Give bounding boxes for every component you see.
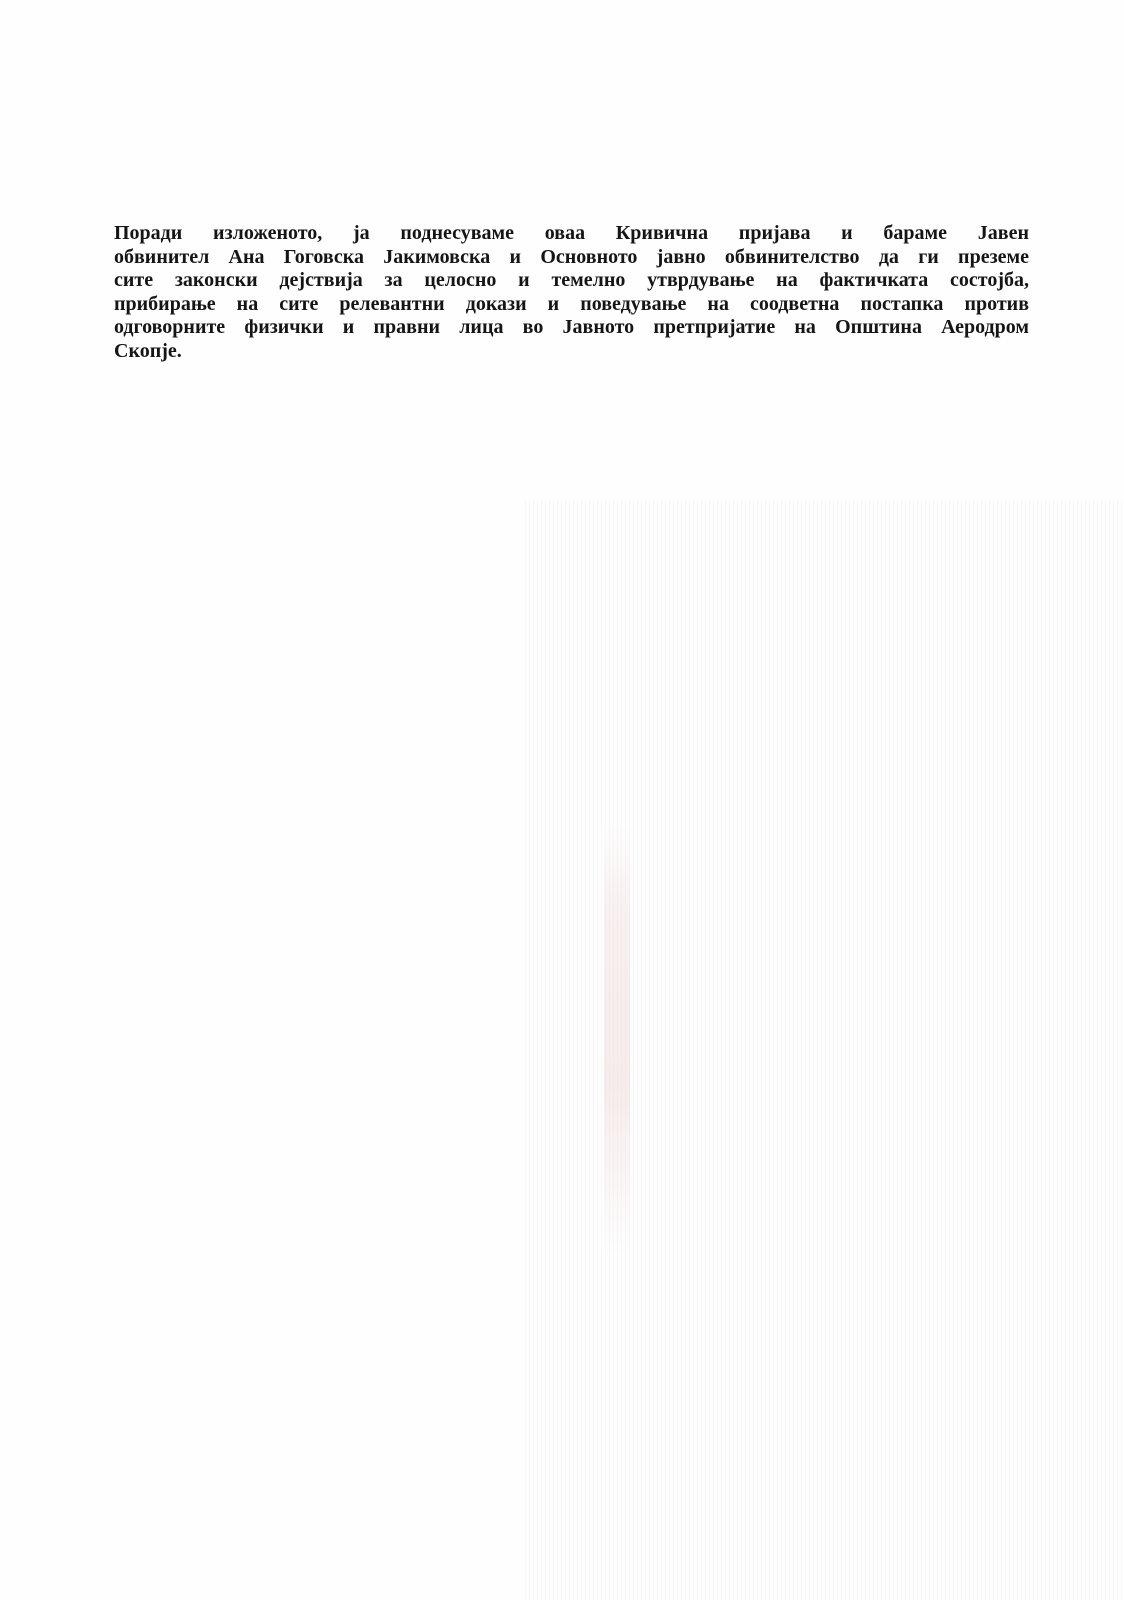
paragraph-line: сите законски дејствија за целосно и темелно утврдување на фактичката состојба, (114, 269, 1029, 291)
paragraph-line: одговорните физички и правни лица во Јавното претпријатие на Општина Аеродром (114, 316, 1029, 338)
paragraph-line: Скопје. (114, 339, 182, 362)
scan-streak (604, 820, 630, 1260)
scan-texture (525, 500, 1124, 1600)
paragraph-line: обвинител Ана Гоговска Јакимовска и Основното јавно обвинителство да ги преземе (114, 245, 1029, 268)
body-paragraph (114, 222, 1029, 363)
paragraph-line: прибирање на сите релевантни докази и поведување на соодветна постапка против (114, 292, 1029, 315)
paragraph-line: Поради изложеното, ја поднесуваме оваа Кривична пријава и бараме Јавен (114, 222, 1029, 244)
